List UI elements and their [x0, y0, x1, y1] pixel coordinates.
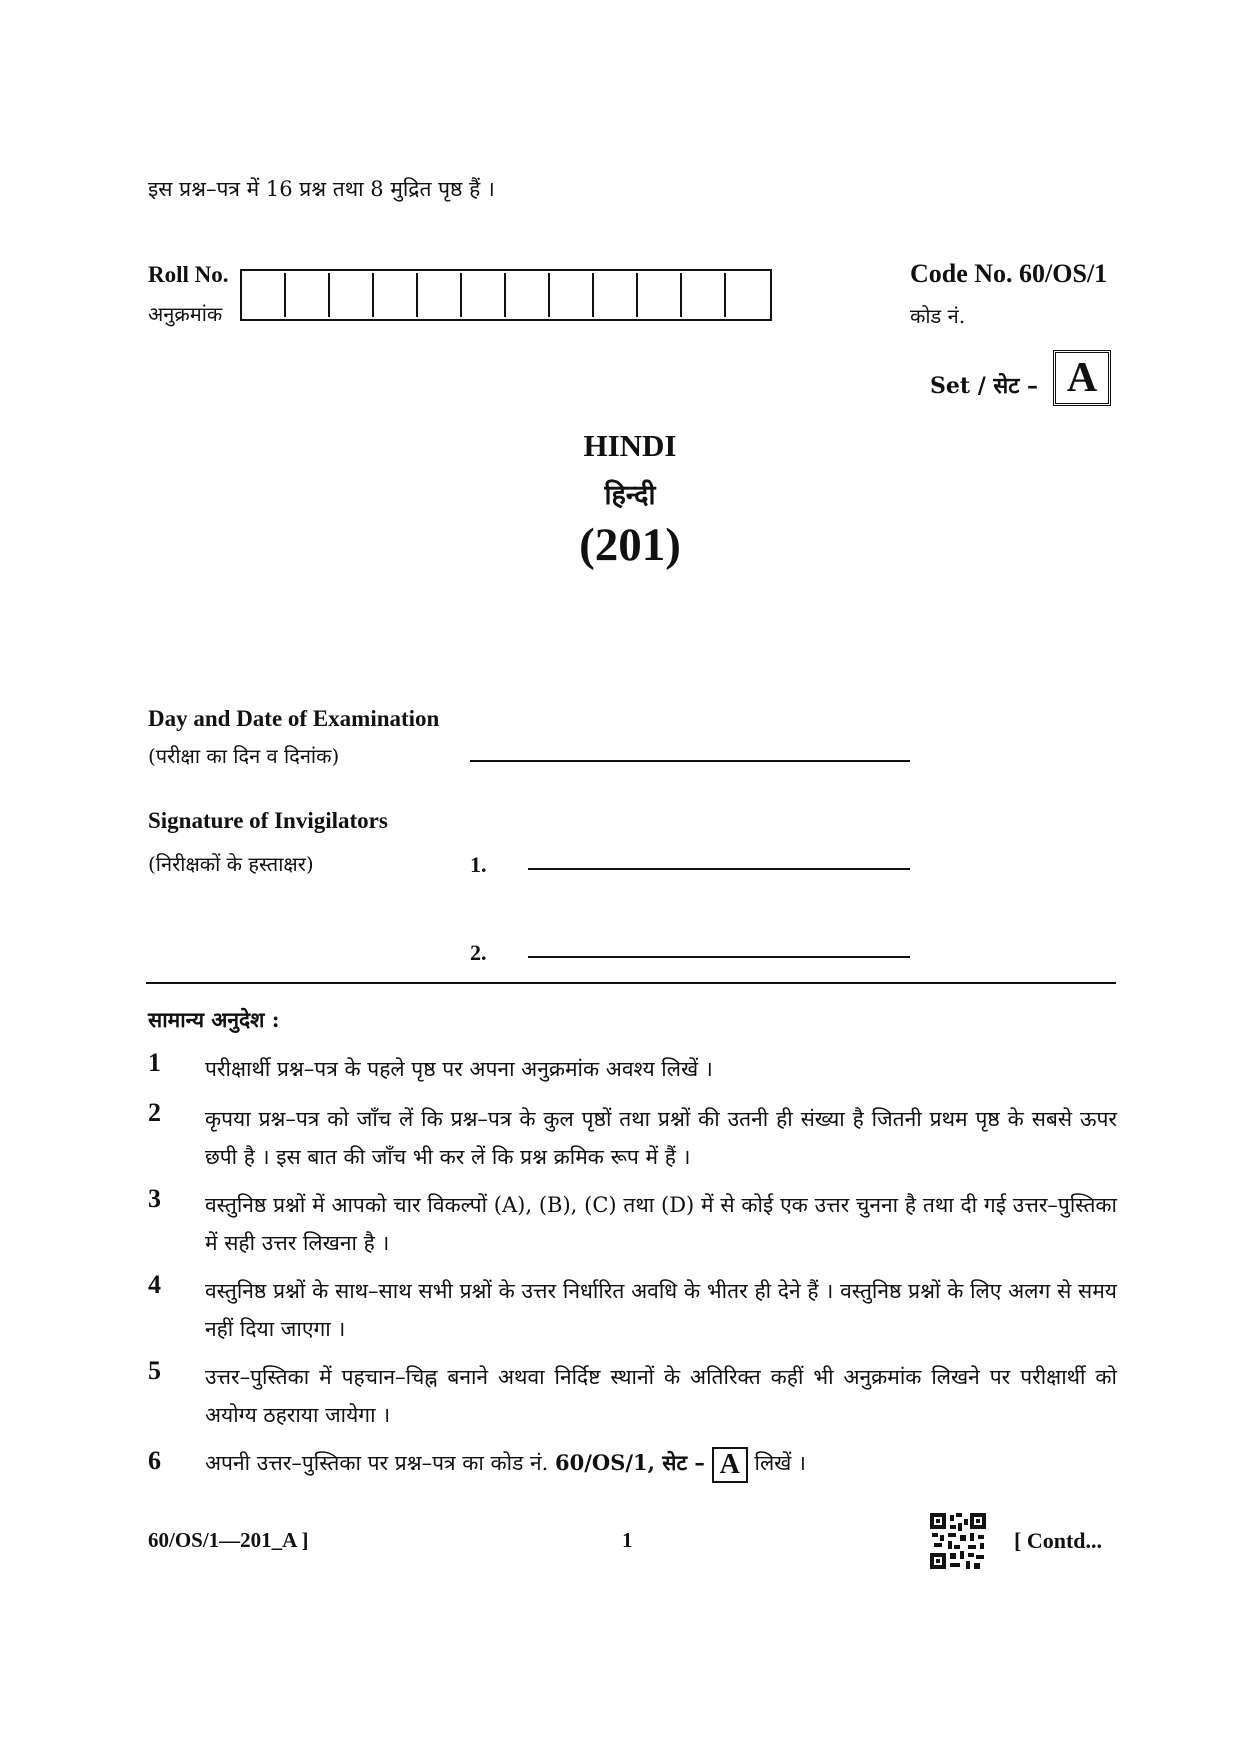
instructions-heading: सामान्य अनुदेश :	[148, 1007, 280, 1032]
section-divider	[146, 982, 1116, 984]
instruction-text: परीक्षार्थी प्रश्न–पत्र के पहले पृष्ठ पर अपना अनुक्रमांक अवश्य लिखें ।	[205, 1057, 713, 1081]
code-number: Code No. 60/OS/1	[910, 259, 1108, 288]
exam-date-label-hi: (परीक्षा का दिन व दिनांक)	[148, 744, 340, 768]
qr-code-icon	[930, 1513, 986, 1569]
footer-page-number: 1	[622, 1528, 633, 1552]
roll-digit-box[interactable]	[242, 273, 286, 317]
roll-number-boxes[interactable]	[240, 269, 772, 321]
instruction-code: 60/OS/1, सेट –	[555, 1450, 705, 1475]
exam-date-field[interactable]	[470, 760, 910, 762]
roll-digit-box[interactable]	[550, 273, 594, 317]
instruction-number: 3	[148, 1184, 161, 1213]
roll-digit-box[interactable]	[462, 273, 506, 317]
instruction-number: 2	[148, 1098, 161, 1127]
roll-digit-box[interactable]	[638, 273, 682, 317]
set-value-box: A	[1053, 350, 1111, 406]
instruction-number: 4	[148, 1270, 161, 1299]
instruction-text: उत्तर–पुस्तिका में पहचान–चिह्न बनाने अथवा निर्दिष्ट स्थानों के अतिरिक्त कहीं भी अनुक्रमांक लिखने पर परीक्षार्थी को अयोग्य ठहराया जायेगा ।	[205, 1365, 1117, 1427]
roll-digit-box[interactable]	[682, 273, 726, 317]
roll-digit-box[interactable]	[418, 273, 462, 317]
roll-digit-box[interactable]	[374, 273, 418, 317]
roll-digit-box[interactable]	[286, 273, 330, 317]
roll-label-en: Roll No.	[148, 262, 229, 287]
roll-digit-box[interactable]	[506, 273, 550, 317]
roll-digit-box[interactable]	[594, 273, 638, 317]
instruction-text: वस्तुनिष्ठ प्रश्नों में आपको चार विकल्पों (A), (B), (C) तथा (D) में से कोई एक उत्तर चुनना है तथा दी गई उत्तर–पुस्तिका में सही उत्तर लिखना है ।	[205, 1193, 1117, 1255]
instruction-number: 1	[148, 1048, 161, 1077]
subject-name-en: HINDI	[583, 428, 677, 463]
roll-digit-box[interactable]	[330, 273, 374, 317]
page-count-note: इस प्रश्न–पत्र में 16 प्रश्न तथा 8 मुद्रित पृष्ठ हैं ।	[148, 177, 495, 201]
footer-contd: [ Contd...	[1014, 1528, 1103, 1553]
invigilator-2-signature-field[interactable]	[528, 956, 910, 958]
invigilator-1-number: 1.	[470, 852, 487, 877]
instruction-set-box: A	[712, 1447, 748, 1483]
instruction-number: 6	[148, 1446, 161, 1475]
instruction-text: कृपया प्रश्न–पत्र को जाँच लें कि प्रश्न–पत्र के कुल पृष्ठों तथा प्रश्नों की उतनी ही संख्या है जितनी प्रथम पृष्ठ के सबसे ऊपर छपी है । इस बात की जाँच भी कर लें कि प्रश्न क्रमिक रूप में हैं ।	[205, 1107, 1117, 1169]
invigilator-label-hi: (निरीक्षकों के हस्ताक्षर)	[148, 852, 314, 876]
instruction-text-after: लिखें ।	[754, 1451, 806, 1475]
instruction-text: वस्तुनिष्ठ प्रश्नों के साथ–साथ सभी प्रश्नों के उत्तर निर्धारित अवधि के भीतर ही देने हैं । वस्तुनिष्ठ प्रश्नों के लिए अलग से समय नहीं दिया जाएगा ।	[205, 1279, 1117, 1341]
instruction-text	[205, 1444, 1117, 1483]
invigilator-label-en: Signature of Invigilators	[148, 808, 388, 833]
roll-label-hi: अनुक्रमांक	[148, 302, 223, 326]
subject-name-hi: हिन्दी	[604, 480, 656, 511]
set-label: Set / सेट –	[930, 373, 1039, 399]
code-label-hi: कोड नं.	[910, 304, 966, 328]
instruction-number: 5	[148, 1356, 161, 1385]
invigilator-2-number: 2.	[470, 940, 487, 965]
subject-code: (201)	[579, 519, 681, 571]
invigilator-1-signature-field[interactable]	[528, 868, 910, 870]
instruction-text-before: अपनी उत्तर–पुस्तिका पर प्रश्न–पत्र का कोड नं.	[205, 1451, 549, 1475]
roll-digit-box[interactable]	[726, 273, 770, 317]
exam-date-label-en: Day and Date of Examination	[148, 706, 440, 731]
footer-paper-code: 60/OS/1—201_A ]	[148, 1528, 309, 1552]
